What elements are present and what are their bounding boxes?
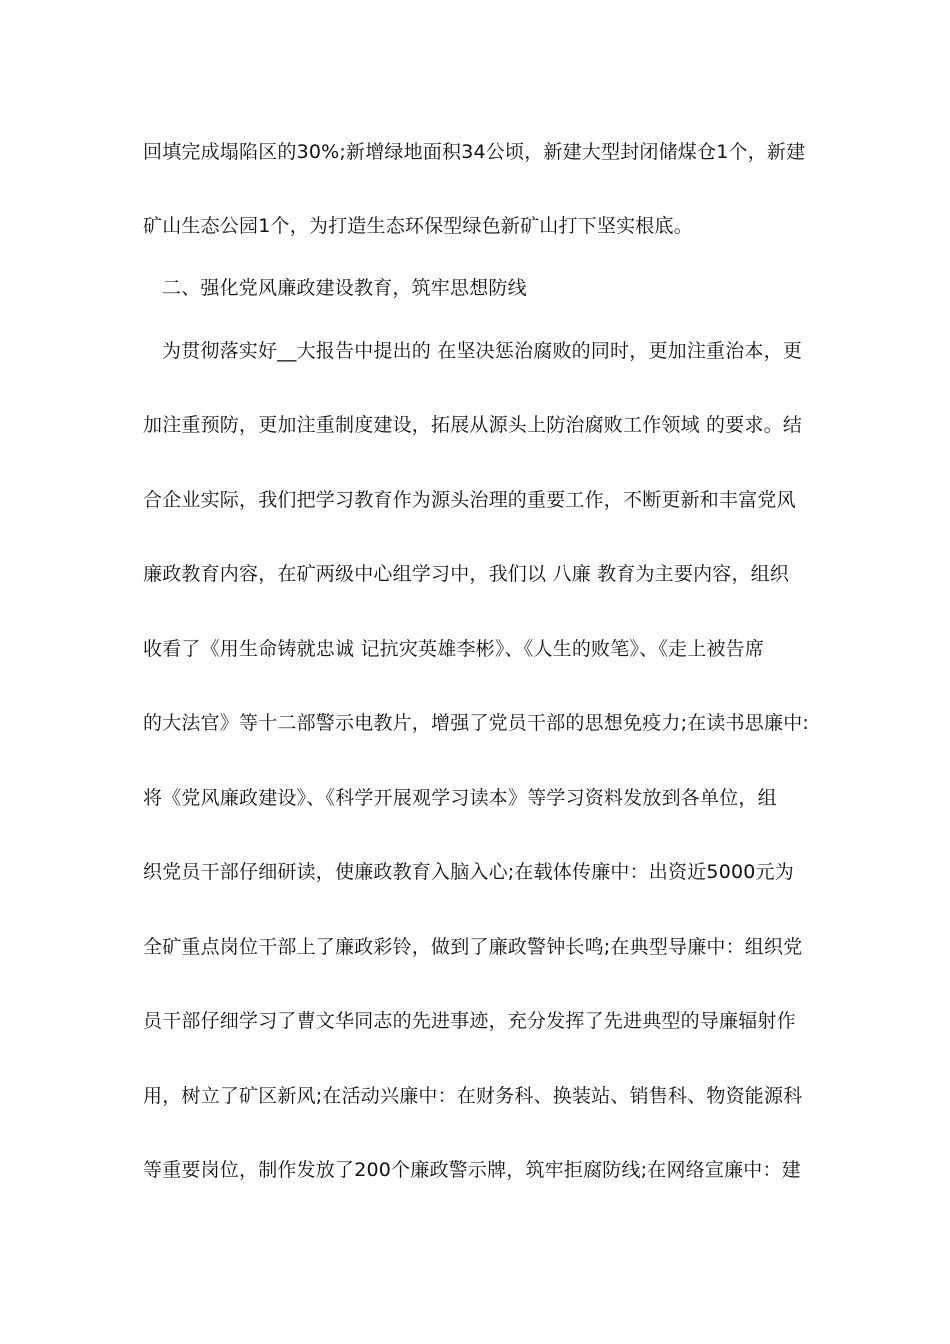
paragraph-line-11: 全矿重点岗位干部上了廉政彩铃，做到了廉政警钟长鸣;在典型导廉中：组织党 — [143, 936, 803, 958]
paragraph-line-13: 用，树立了矿区新风;在活动兴廉中：在财务科、换装站、销售科、物资能源科 — [143, 1085, 803, 1107]
paragraph-line-10: 织党员干部仔细研读，使廉政教育入脑入心;在载体传廉中：出资近5000元为 — [143, 861, 794, 883]
paragraph-line-9: 将《党风廉政建设》、《科学开展观学习读本》等学习资料发放到各单位，组 — [143, 787, 777, 809]
paragraph-line-2: 矿山生态公园1个，为打造生态环保型绿色新矿山打下坚实根底。 — [143, 215, 693, 237]
paragraph-line-3: 为贯彻落实好__大报告中提出的 在坚决惩治腐败的同时，更加注重治本，更 — [162, 340, 803, 362]
paragraph-line-8: 的大法官》等十二部警示电教片，增强了党员干部的思想免疫力;在读书思廉中: — [143, 712, 810, 734]
paragraph-line-14: 等重要岗位，制作发放了200个廉政警示牌，筑牢拒腐防线;在网络宣廉中：建 — [143, 1159, 801, 1181]
paragraph-line-4: 加注重预防，更加注重制度建设，拓展从源头上防治腐败工作领域 的要求。结 — [143, 414, 803, 436]
paragraph-line-7: 收看了《用生命铸就忠诚 记抗灾英雄李彬》、《人生的败笔》、《走上被告席 — [143, 638, 765, 660]
paragraph-line-12: 员干部仔细学习了曹文华同志的先进事迹，充分发挥了先进典型的导廉辐射作 — [143, 1010, 796, 1032]
section-heading: 二、强化党风廉政建设教育，筑牢思想防线 — [162, 277, 527, 299]
paragraph-line-5: 合企业实际，我们把学习教育作为源头治理的重要工作，不断更新和丰富党风 — [143, 489, 796, 511]
paragraph-line-1: 回填完成塌陷区的30%;新增绿地面积34公顷，新建大型封闭储煤仓1个，新建 — [143, 141, 806, 163]
paragraph-line-6: 廉政教育内容，在矿两级中心组学习中，我们以 八廉 教育为主要内容，组织 — [143, 563, 790, 585]
